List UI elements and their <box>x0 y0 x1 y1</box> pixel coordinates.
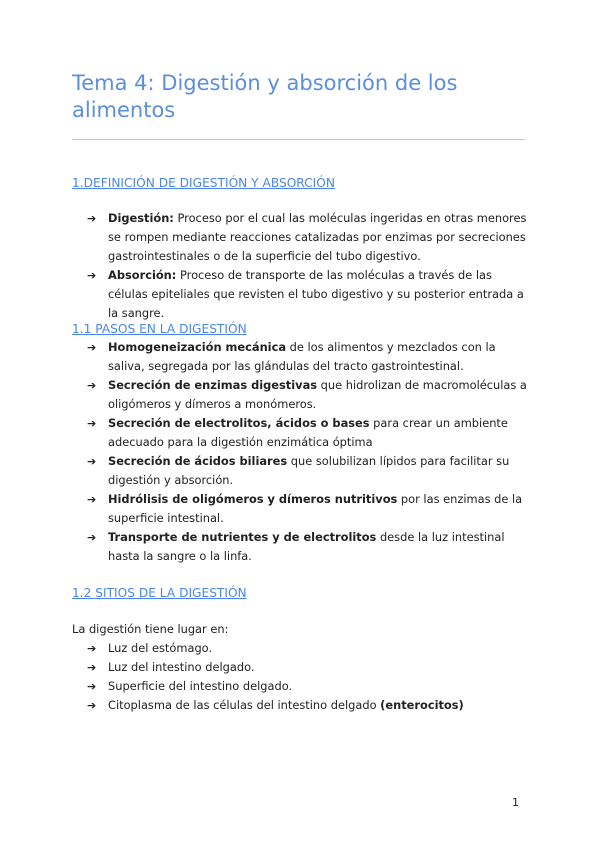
right-arrow-icon: ➔ <box>87 417 97 430</box>
list-item: ➔ Luz del intestino delgado. <box>108 658 528 677</box>
right-arrow-icon: ➔ <box>87 269 97 282</box>
sites-list <box>87 639 528 715</box>
right-arrow-icon: ➔ <box>87 341 97 354</box>
section-heading-definicion: 1.DEFINICIÓN DE DIGESTIÓN Y ABSORCIÓN <box>72 176 335 190</box>
title-divider <box>72 139 525 140</box>
right-arrow-icon: ➔ <box>87 379 97 392</box>
right-arrow-icon: ➔ <box>87 699 97 712</box>
right-arrow-icon: ➔ <box>87 661 97 674</box>
list-item: ➔ Secreción de enzimas digestivas que hidrolizan de macromoléculas a oligómeros y dímeros a monómeros. <box>87 378 527 411</box>
right-arrow-icon: ➔ <box>87 493 97 506</box>
list-item: ➔ Secreción de ácidos biliares que solubilizan lípidos para facilitar su digestión y absorción. <box>87 454 510 487</box>
list-item: ➔ Digestión: Proceso por el cual las moléculas ingeridas en otras menores se rompen mediante reacciones catalizadas por enzimas por secreciones gastrointestinales o de la superficie del tubo digestivo. <box>87 211 527 263</box>
right-arrow-icon: ➔ <box>87 212 97 225</box>
list-item: ➔ Luz del estómago. <box>108 639 528 658</box>
section-heading-pasos: 1.1 PASOS EN LA DIGESTIÓN <box>72 322 247 336</box>
list-item: ➔ Secreción de electrolitos, ácidos o bases para crear un ambiente adecuado para la digestión enzimática óptima <box>87 416 508 449</box>
steps-list <box>87 338 528 566</box>
list-item: ➔ Transporte de nutrientes y de electrolitos desde la luz intestinal hasta la sangre o la linfa. <box>87 530 505 563</box>
definition-list <box>87 209 528 323</box>
right-arrow-icon: ➔ <box>87 680 97 693</box>
list-item: ➔ Superficie del intestino delgado. <box>108 677 528 696</box>
list-item: ➔ Homogeneización mecánica de los alimentos y mezclados con la saliva, segregada por las glándulas del tracto gastrointestinal. <box>87 340 496 373</box>
page-title: Tema 4: Digestión y absorción de los alimentos <box>72 71 458 122</box>
list-item: ➔ Absorción: Proceso de transporte de las moléculas a través de las células epiteliales que revisten el tubo digestivo y su posterior entrada a la sangre. <box>87 268 524 320</box>
section-heading-sitios: 1.2 SITIOS DE LA DIGESTIÓN <box>72 586 247 600</box>
right-arrow-icon: ➔ <box>87 455 97 468</box>
list-item: ➔ Citoplasma de las células del intestino delgado (enterocitos) <box>108 696 528 715</box>
list-item: ➔ Hidrólisis de oligómeros y dímeros nutritivos por las enzimas de la superficie intestinal. <box>87 492 523 525</box>
right-arrow-icon: ➔ <box>87 642 97 655</box>
sites-intro: La digestión tiene lugar en: <box>72 622 229 636</box>
page-number: 1 <box>512 796 519 809</box>
right-arrow-icon: ➔ <box>87 531 97 544</box>
